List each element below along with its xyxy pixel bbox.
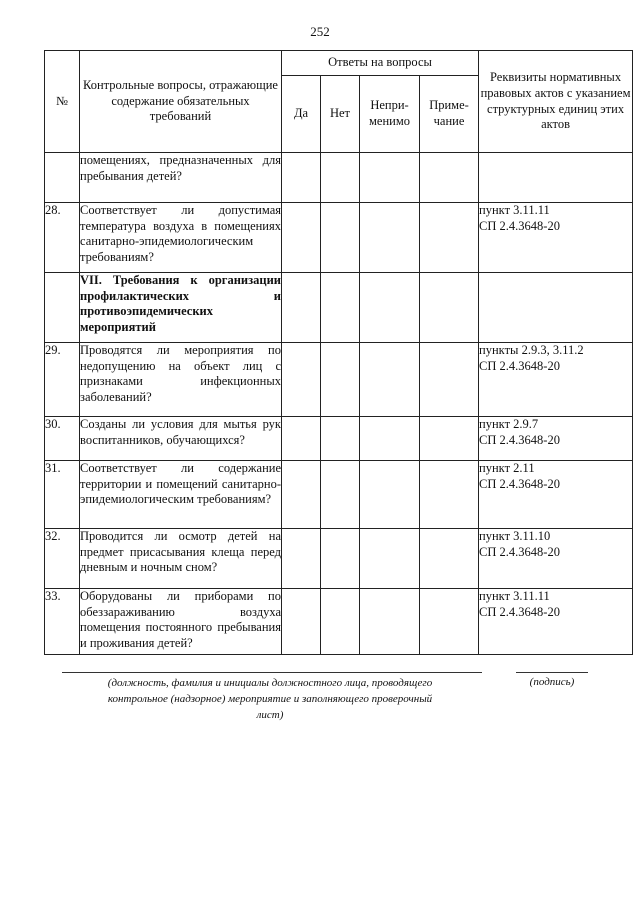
question-text: Проводится ли осмотр детей на предмет присасывания клеща перед дневным и ночным сном? — [80, 529, 282, 589]
answer-note-cell[interactable] — [420, 203, 479, 273]
header-yes: Да — [282, 76, 321, 153]
requisites-cell — [479, 343, 633, 417]
requisite-act: СП 2.4.3648-20 — [479, 544, 560, 559]
requisite-act: СП 2.4.3648-20 — [479, 358, 560, 373]
answer-no-cell[interactable] — [321, 273, 360, 343]
answer-note-cell[interactable] — [420, 589, 479, 655]
row-number: 28. — [45, 203, 80, 273]
section-title: VII. Требования к организации профилактических и противоэпидемических мероприятий — [80, 273, 282, 343]
requisites-cell — [479, 203, 633, 273]
question-text: Проводятся ли мероприятия по недопущению на объект лиц с признаками инфекционных заболеваний? — [80, 343, 282, 417]
answer-no-cell[interactable] — [321, 461, 360, 529]
answer-not-applicable-cell[interactable] — [360, 417, 420, 461]
answer-no-cell[interactable] — [321, 343, 360, 417]
requisite-clause: пункт 2.9.7 — [479, 417, 539, 431]
row-number — [45, 273, 80, 343]
requisites-cell — [479, 461, 633, 529]
answer-no-cell[interactable] — [321, 203, 360, 273]
requisite-act: СП 2.4.3648-20 — [479, 218, 560, 233]
requisites-cell — [479, 153, 633, 203]
requisites-cell — [479, 417, 633, 461]
answer-no-cell[interactable] — [321, 153, 360, 203]
row-number: 31. — [45, 461, 80, 529]
answer-note-cell[interactable] — [420, 273, 479, 343]
requisite-act: СП 2.4.3648-20 — [479, 476, 560, 491]
answer-no-cell[interactable] — [321, 417, 360, 461]
row-number — [45, 153, 80, 203]
table-row — [45, 529, 633, 589]
answer-note-cell[interactable] — [420, 461, 479, 529]
answer-note-cell[interactable] — [420, 343, 479, 417]
header-answers: Ответы на вопросы — [282, 51, 479, 76]
answer-not-applicable-cell[interactable] — [360, 203, 420, 273]
answer-yes-cell[interactable] — [282, 273, 321, 343]
answer-note-cell[interactable] — [420, 153, 479, 203]
answer-no-cell[interactable] — [321, 529, 360, 589]
question-text: помещениях, предназначенных для пребывания детей? — [80, 153, 282, 203]
answer-not-applicable-cell[interactable] — [360, 529, 420, 589]
row-number: 32. — [45, 529, 80, 589]
requisite-clause: пункт 3.11.11 — [479, 589, 550, 603]
row-number: 29. — [45, 343, 80, 417]
requisite-clause: пункт 2.11 — [479, 461, 535, 475]
answer-not-applicable-cell[interactable] — [360, 273, 420, 343]
checklist-table — [44, 50, 633, 655]
question-text: Соответствует ли допустимая температура воздуха в помещениях санитарно-эпидемиологическим требованиям? — [80, 203, 282, 273]
table-row — [45, 203, 633, 273]
answer-no-cell[interactable] — [321, 589, 360, 655]
answer-not-applicable-cell[interactable] — [360, 461, 420, 529]
answer-not-applicable-cell[interactable] — [360, 153, 420, 203]
answer-note-cell[interactable] — [420, 417, 479, 461]
answer-yes-cell[interactable] — [282, 461, 321, 529]
answer-yes-cell[interactable] — [282, 153, 321, 203]
answer-note-cell[interactable] — [420, 529, 479, 589]
header-not-applicable: Непри- менимо — [360, 76, 420, 153]
table-row — [45, 461, 633, 529]
table-row — [45, 153, 633, 203]
answer-yes-cell[interactable] — [282, 529, 321, 589]
header-requisites: Реквизиты нормативных правовых актов с указанием структурных единиц этих актов — [479, 51, 633, 153]
table-row — [45, 589, 633, 655]
requisite-act: СП 2.4.3648-20 — [479, 604, 560, 619]
requisite-clause: пункт 3.11.10 — [479, 529, 551, 543]
position-signature-line — [62, 672, 482, 673]
header-no: Нет — [321, 76, 360, 153]
requisite-act: СП 2.4.3648-20 — [479, 432, 560, 447]
answer-yes-cell[interactable] — [282, 203, 321, 273]
requisites-cell — [479, 529, 633, 589]
table-row — [45, 343, 633, 417]
answer-yes-cell[interactable] — [282, 589, 321, 655]
row-number: 33. — [45, 589, 80, 655]
question-text: Соответствует ли содержание территории и помещений санитарно-эпидемиологическим требованиям? — [80, 461, 282, 529]
section-row — [45, 273, 633, 343]
header-question: Контрольные вопросы, отражающие содержание обязательных требований — [80, 51, 282, 153]
answer-yes-cell[interactable] — [282, 417, 321, 461]
row-number: 30. — [45, 417, 80, 461]
page-number: 252 — [310, 24, 330, 39]
table-row — [45, 417, 633, 461]
question-text: Оборудованы ли приборами по обеззараживанию воздуха помещения постоянного пребывания и проживания детей? — [80, 589, 282, 655]
requisite-clause: пункты 2.9.3, 3.11.2 — [479, 343, 584, 357]
header-note: Приме- чание — [420, 76, 479, 153]
header-number: № — [45, 51, 80, 153]
position-caption: (должность, фамилия и инициалы должностного лица, проводящего контрольное (надзорное) мероприятие и заполняющего проверочный лист) — [107, 677, 433, 721]
requisites-cell — [479, 589, 633, 655]
answer-not-applicable-cell[interactable] — [360, 343, 420, 417]
requisite-clause: пункт 3.11.11 — [479, 203, 550, 217]
answer-yes-cell[interactable] — [282, 343, 321, 417]
signature-line — [516, 672, 588, 673]
requisites-cell — [479, 273, 633, 343]
question-text: Созданы ли условия для мытья рук воспитанников, обучающихся? — [80, 417, 282, 461]
answer-not-applicable-cell[interactable] — [360, 589, 420, 655]
signature-caption: (подпись) — [529, 676, 575, 688]
